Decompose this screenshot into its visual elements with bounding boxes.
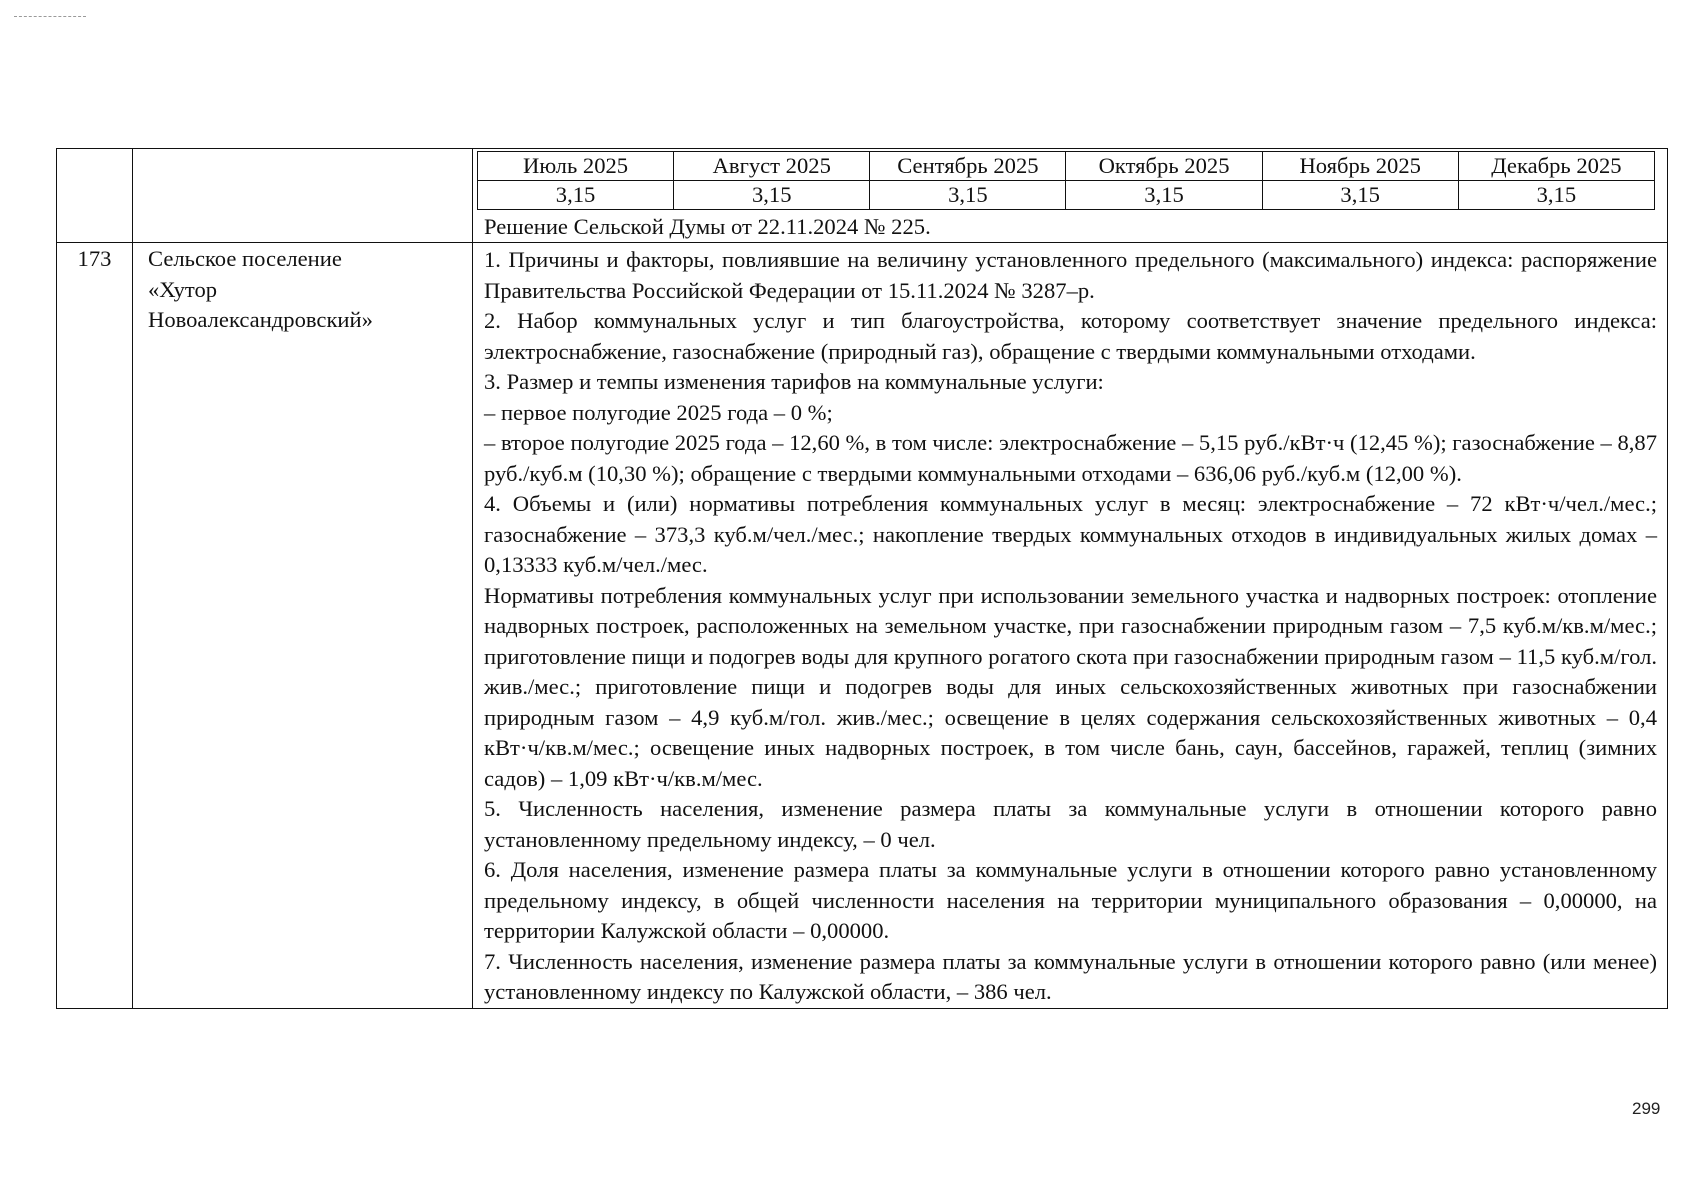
- month-value: 3,15: [478, 181, 674, 210]
- month-header: Ноябрь 2025: [1262, 152, 1458, 181]
- months-header-row: [478, 152, 1655, 181]
- municipality-name-line: «Хутор: [148, 276, 218, 302]
- months-value-row: [478, 181, 1655, 210]
- municipality-name-line: Сельское поселение: [148, 246, 342, 271]
- decision-text: Решение Сельской Думы от 22.11.2024 № 225.: [484, 214, 931, 239]
- month-value: 3,15: [674, 181, 870, 210]
- municipality-name-line: Новоалександровский»: [148, 307, 373, 332]
- month-header: Октябрь 2025: [1066, 152, 1262, 181]
- paragraph-reasons: 1. Причины и факторы, повлиявшие на величину установленного предельного (максимального) индекса: распоряжение Правительства Российской Федерации от 15.11.2024 № 3287–р.: [484, 247, 1657, 303]
- municipality-name: [133, 243, 473, 1009]
- month-header: Июль 2025: [478, 152, 674, 181]
- justification-text: [473, 243, 1668, 1009]
- paragraph-population-share: 6. Доля населения, изменение размера платы за коммунальные услуги в отношении которого равно установленному предельному индексу, в общей численности населения на территории муниципального образования – 0,00000, на территории Калужской области – 0,00000.: [484, 857, 1657, 943]
- name-cell-empty: [133, 149, 473, 243]
- month-value: 3,15: [1458, 181, 1654, 210]
- row-number: 173: [57, 243, 133, 1009]
- month-value: 3,15: [1066, 181, 1262, 210]
- page-number: 299: [1632, 1099, 1661, 1118]
- paragraph-second-half: – второе полугодие 2025 года – 12,60 %, в том числе: электроснабжение – 5,15 руб./кВт·ч (12,45 %); газоснабжение – 8,87 руб./куб.м (10,30 %); обращение с твердыми коммунальными отходами – 636,06 руб./куб.м (12,00 %).: [484, 430, 1657, 486]
- table-row-173: [57, 243, 1668, 1009]
- month-value: 3,15: [1262, 181, 1458, 210]
- scan-artifact-line: [14, 16, 86, 17]
- paragraph-land-norms: Нормативы потребления коммунальных услуг при использовании земельного участка и надворных построек: отопление надворных построек, расположенных на земельном участке, при газоснабжении природным газом – 7,5 куб.м/кв.м/мес.; приготовление пищи и подогрев воды для крупного рогатого скота при газоснабжении природным газом – 11,5 куб.м/гол. жив./мес.; приготовление пищи и подогрев воды для иных сельскохозяйственных животных при газоснабжении природным газом – 4,9 куб.м/гол. жив./мес.; освещение в целях содержания сельскохозяйственных животных – 0,4 кВт·ч/кв.м/мес.; освещение иных надворных построек, в том числе бань, саун, бассейнов, гаражей, теплиц (зимних садов) – 1,09 кВт·ч/кв.м/мес.: [484, 582, 1657, 791]
- paragraph-consumption-volumes: 4. Объемы и (или) нормативы потребления коммунальных услуг в месяц: электроснабжение – 72 кВт·ч/чел./мес.; газоснабжение – 373,3 куб.м/чел./мес.; накопление твердых коммунальных отходов в индивидуальных жилых домах – 0,13333 куб.м/чел./мес.: [484, 491, 1657, 577]
- month-header: Август 2025: [674, 152, 870, 181]
- month-header: Декабрь 2025: [1458, 152, 1654, 181]
- table-row-continuation: [57, 149, 1668, 243]
- paragraph-population-regional: 7. Численность населения, изменение размера платы за коммунальные услуги в отношении которого равно (или менее) установленному индексу по Калужской области, – 386 чел.: [484, 948, 1657, 1004]
- month-value: 3,15: [870, 181, 1066, 210]
- monthly-index-table: [477, 151, 1655, 210]
- content-cell-continuation: [473, 149, 1668, 243]
- paragraph-services: 2. Набор коммунальных услуг и тип благоустройства, которому соответствует значение предельного индекса: электроснабжение, газоснабжение (природный газ), обращение с твердыми коммунальными отходами.: [484, 308, 1657, 364]
- indices-table: [56, 148, 1668, 1009]
- number-cell-empty: [57, 149, 133, 243]
- paragraph-tariffs-heading: 3. Размер и темпы изменения тарифов на коммунальные услуги:: [484, 369, 1104, 394]
- paragraph-first-half: – первое полугодие 2025 года – 0 %;: [484, 399, 833, 425]
- month-header: Сентябрь 2025: [870, 152, 1066, 181]
- paragraph-population-count: 5. Численность населения, изменение размера платы за коммунальные услуги в отношении которого равно установленному предельному индексу, – 0 чел.: [484, 796, 1657, 852]
